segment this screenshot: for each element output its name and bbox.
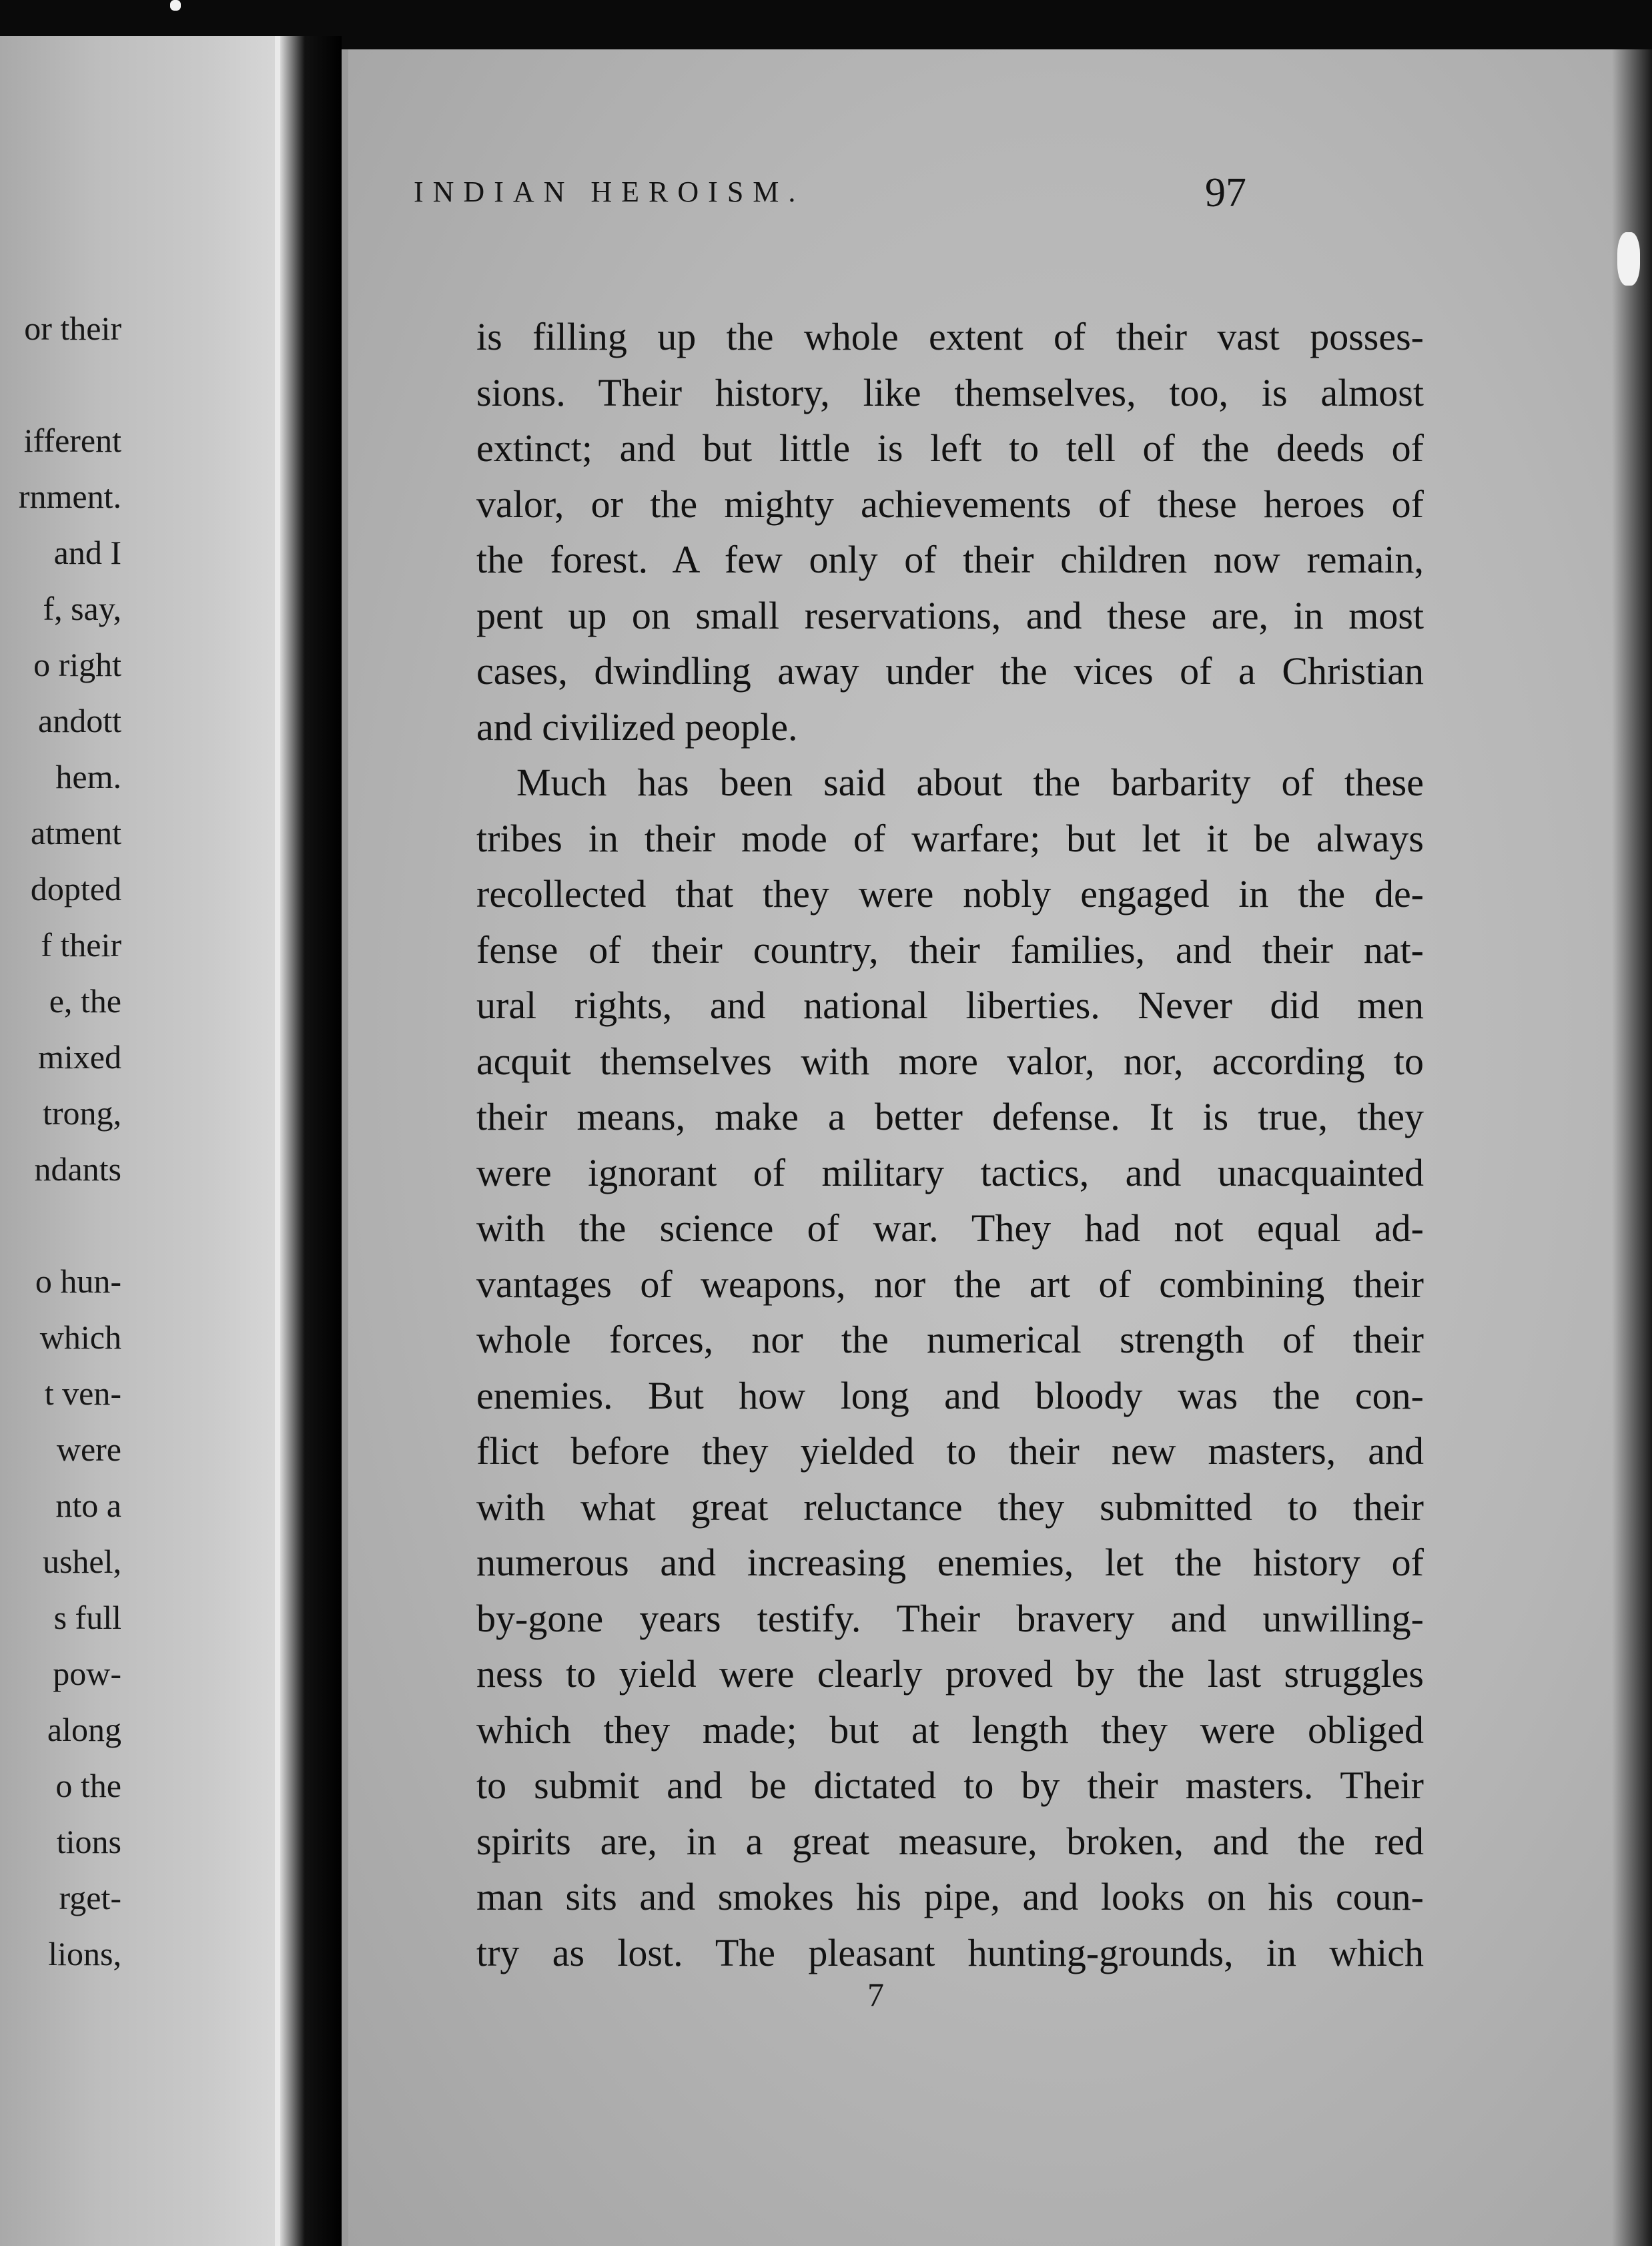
left-page-line: and I [53,534,121,571]
left-page-line: or their [24,310,121,347]
body-line: were ignorant of military tactics, and unacquainted [476,1150,1424,1194]
body-line: tribes in their mode of warfare; but let it be always [476,816,1424,860]
body-line: ural rights, and national liberties. Never did men [476,984,1424,1027]
body-line: numerous and increasing enemies, let the history of [476,1541,1424,1584]
left-page-line: trong, [42,1094,121,1132]
body-line: with what great reluctance they submitted to their [476,1485,1424,1529]
left-page-line: mixed [38,1038,121,1076]
body-line: by-gone years testify. Their bravery and unwilling- [476,1596,1424,1640]
body-line: the forest. A few only of their children now remain, [476,538,1424,581]
left-page-line: t ven- [44,1375,121,1412]
body-line: valor, or the mighty achievements of these heroes of [476,482,1424,526]
left-page-line: rnment. [18,478,121,515]
page-edge-shadow [1612,49,1652,2246]
body-line: to submit and be dictated to by their masters. Their [476,1764,1424,1807]
body-line: with the science of war. They had not equal ad- [476,1206,1424,1250]
running-head [414,170,1401,228]
body-line: recollected that they were nobly engaged in the de- [476,872,1424,915]
left-page-line: nto a [55,1487,121,1524]
left-page-line: pow- [53,1655,121,1692]
body-line: try as lost. The pleasant hunting-grounds, in which [476,1930,1424,1974]
body-line: cases, dwindling away under the vices of a Christian [476,649,1424,693]
body-line: whole forces, nor the numerical strength of their [476,1318,1424,1361]
left-page-line: ushel, [42,1543,121,1580]
left-page-line: which [39,1319,121,1356]
left-page-line: s full [53,1599,121,1636]
left-page-line: ifferent [23,422,121,459]
paper-speck [170,0,181,11]
left-page-line: o right [33,646,121,683]
running-title: INDIAN HEROISM. [414,175,805,208]
body-line: sions. Their history, like themselves, too, is almost [476,370,1424,414]
body-line: flict before they yielded to their new masters, and [476,1429,1424,1473]
left-page-line: ndants [34,1150,121,1188]
left-page-line: o the [55,1767,121,1804]
body-line: and civilized people. [476,705,798,749]
left-page-line: f their [41,926,121,964]
body-line: acquit themselves with more valor, nor, according to [476,1039,1424,1083]
left-page-line: along [47,1711,121,1748]
left-page-line: dopted [30,870,121,907]
left-page-line: e, the [49,982,121,1020]
book-gutter [280,36,342,2246]
left-page-line: andott [38,702,121,739]
paper-speck [1617,232,1640,286]
left-page-line: lions, [48,1935,121,1972]
body-line: pent up on small reservations, and these are, in most [476,593,1424,637]
left-page [0,36,280,2246]
body-line: fense of their country, their families, and their nat- [476,927,1424,972]
body-line: ness to yield were clearly proved by the last struggles [476,1652,1424,1696]
body-line: Much has been said about the barbarity of these [516,761,1424,804]
body-line: extinct; and but little is left to tell of the deeds of [476,426,1424,470]
left-page-line: tions [56,1823,121,1860]
left-page-line: o hun- [35,1262,121,1300]
page-number: 97 [1205,170,1246,216]
body-line: is filling up the whole extent of their vast posses- [476,315,1424,358]
left-page-line: atment [30,814,121,851]
signature-mark: 7 [867,1976,884,2013]
body-line: which they made; but at length they were obliged [476,1708,1424,1752]
left-page-line: were [56,1431,121,1468]
left-page-line: f, say, [43,590,121,627]
body-line: man sits and smokes his pipe, and looks on his coun- [476,1875,1424,1918]
body-line: their means, make a better defense. It is true, they [476,1095,1424,1138]
left-page-line: rget- [59,1879,121,1916]
body-line: vantages of weapons, nor the art of combining their [476,1262,1424,1306]
left-page-line: hem. [55,758,121,795]
body-line: enemies. But how long and bloody was the con- [476,1373,1424,1417]
body-line: spirits are, in a great measure, broken, and the red [476,1819,1424,1863]
